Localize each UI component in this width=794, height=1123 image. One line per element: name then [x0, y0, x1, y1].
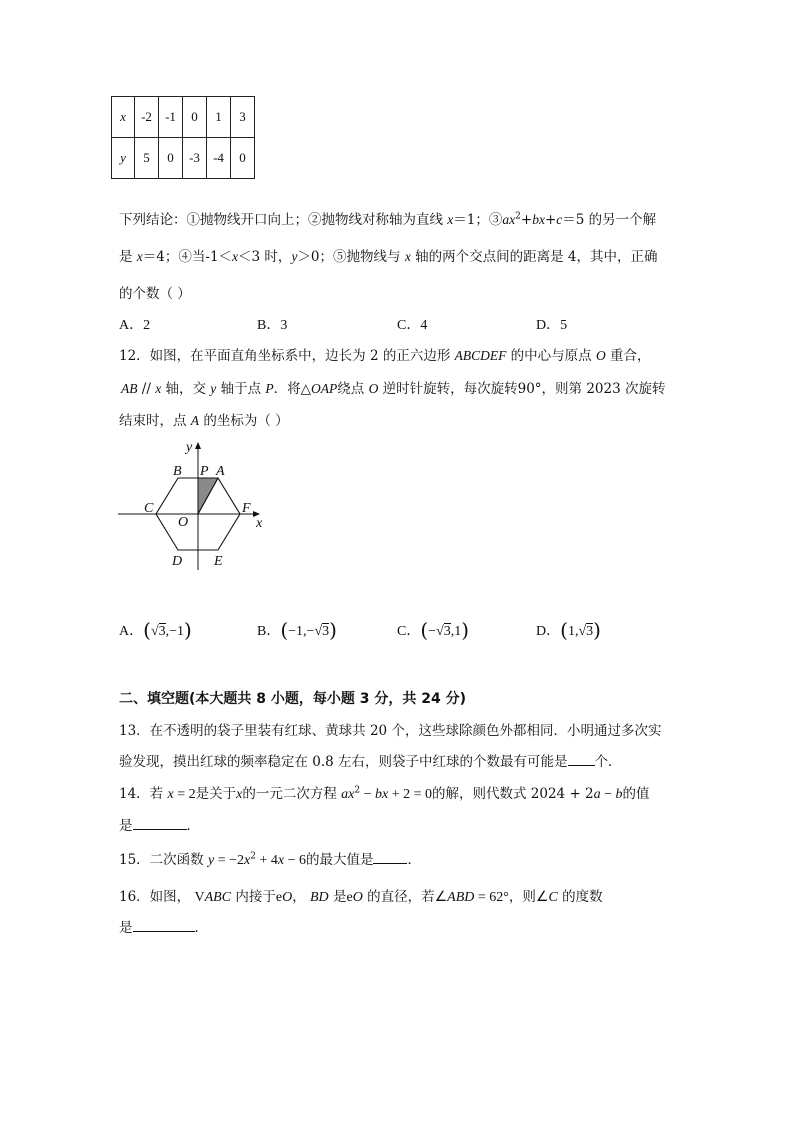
table-cell: -3	[183, 138, 207, 179]
q12-option-a: A．(√3,−1)	[119, 618, 192, 642]
q12-option-b: B．(−1,−√3)	[257, 618, 337, 642]
label-x: x	[256, 516, 263, 531]
table-cell: -1	[159, 97, 183, 138]
q12-option-d: D．(1,√3)	[536, 618, 601, 642]
y-axis-arrow	[195, 442, 201, 449]
q11-option-d: D．5	[536, 318, 568, 333]
q16-line2: 是 ．	[119, 920, 208, 936]
q13-line1: 13．在不透明的袋子里装有红球、黄球共 20 个，这些球除颜色外都相同．小明通过多次实	[119, 723, 662, 739]
table-header-y: y	[112, 138, 135, 179]
table-cell: 0	[231, 138, 255, 179]
table-cell: 0	[159, 138, 183, 179]
q13-line2: 验发现，摸出红球的频率稳定在 0.8 左右，则袋子中红球的个数最有可能是 个．	[119, 754, 622, 770]
q13-answer-blank[interactable]	[568, 753, 595, 766]
table-cell: 0	[183, 97, 207, 138]
q11-option-c: C．4	[397, 318, 428, 333]
hexagon-figure	[110, 434, 280, 574]
q11-line3: 的个数（ ）	[119, 286, 191, 302]
table-cell: 1	[207, 97, 231, 138]
q11-option-b: B．3	[257, 318, 288, 333]
table-cell: -2	[135, 97, 159, 138]
table-cell: 5	[135, 138, 159, 179]
q11-line2: 是 x＝4；④当-1＜x＜3 时，y＞0；⑤抛物线与 x 轴的两个交点间的距离是 4，其中，正确	[119, 249, 658, 265]
q11-line1: 下列结论：①抛物线开口向上；②抛物线对称轴为直线 x＝1；$③ax^2+bx+c=5$ 的另一个解	[119, 211, 657, 228]
q14-line1: 14．若 x = 2是关于x的一元二次方程 $ax^2$ − bx + 2 = 0的解，则代数式 2024 + 2a − b的值	[119, 785, 650, 802]
label-a: A	[216, 464, 225, 479]
q14-line2: 是 ．	[119, 818, 200, 834]
label-f: F	[242, 501, 251, 516]
label-o: O	[178, 515, 189, 530]
q12-line3: 结束时，点 A 的坐标为（ ）	[119, 413, 289, 429]
table-header-x: x	[112, 97, 135, 138]
section-title-fill-in: 二、填空题(本大题共 8 小题，每小题 3 分，共 24 分)	[119, 691, 467, 707]
table-row-y	[112, 138, 255, 179]
q12-line2: AB // x 轴，交 y 轴于点 P．将△OAP绕点 O 逆时针旋转，每次旋转90°，则第 2023 次旋转	[121, 381, 666, 397]
q15-answer-blank[interactable]	[373, 851, 407, 864]
label-p: P	[200, 464, 209, 479]
q16-answer-blank[interactable]	[133, 919, 195, 932]
table-row-x	[112, 97, 255, 138]
q14-answer-blank[interactable]	[133, 817, 187, 830]
q15-line: 15．二次函数 $y = -2x^2 + 4x - 6$的最大值是 ．	[119, 851, 421, 868]
q16-line1: 16．如图， VABC 内接于eO， BD 是eO 的直径，若∠ABD = 62°，则∠C 的度数	[119, 889, 603, 905]
q12-option-c: C．(−√3,1)	[397, 618, 470, 642]
table-cell: -4	[207, 138, 231, 179]
label-c: C	[144, 501, 154, 516]
q11-option-a: A．2	[119, 318, 151, 333]
label-b: B	[173, 464, 182, 479]
label-e: E	[214, 554, 223, 569]
label-d: D	[172, 554, 183, 569]
value-table	[111, 96, 255, 179]
table-cell: 3	[231, 97, 255, 138]
label-y: y	[186, 440, 193, 455]
q12-line1: 12．如图，在平面直角坐标系中，边长为 2 的正六边形 ABCDEF 的中心与原点 O 重合，	[119, 348, 651, 364]
